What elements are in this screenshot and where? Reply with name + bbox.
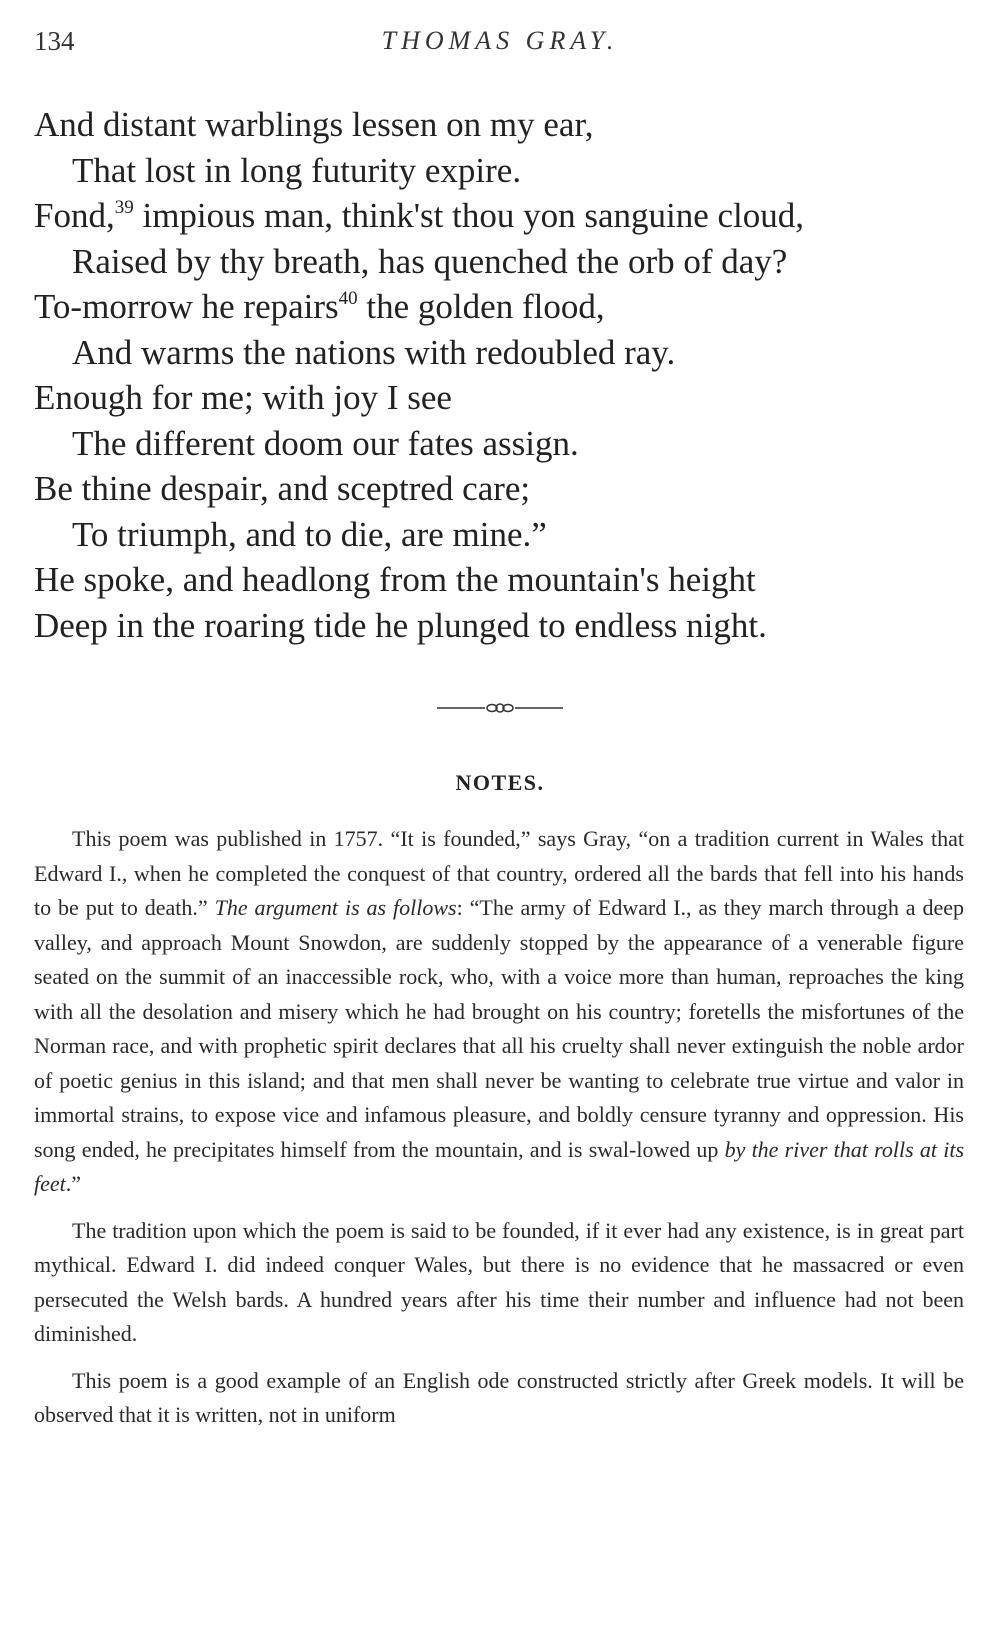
divider-flourish-icon [435, 700, 565, 716]
notes-heading: NOTES. [455, 770, 545, 795]
running-title: THOMAS GRAY. [381, 26, 619, 55]
poem-line: That lost in long futurity expire. [72, 150, 522, 190]
poem-line: Enough for me; with joy I see [34, 378, 452, 417]
running-head [34, 26, 966, 66]
poem-line: And warms the nations with redoubled ray. [72, 332, 676, 372]
poem-line: Be thine despair, and sceptred care; [34, 469, 531, 508]
poem-line: And distant warblings lessen on my ear, [34, 105, 594, 144]
poem-line: Deep in the roaring tide he plunged to endless night. [34, 605, 767, 645]
poem-stanza [34, 102, 974, 648]
section-divider-ornament [0, 700, 1000, 716]
notes-body [34, 822, 964, 1445]
poem-line: Raised by thy breath, has quenched the orb of day? [72, 241, 788, 281]
notes-paragraph: The tradition upon which the poem is said to be founded, if it ever had any existence, is in great part mythical. Edward I. did indeed conquer Wales, but there is no evidence that he massacred or even persecuted the Welsh bards. A hundred years after his time their number and influence had not been diminished. [34, 1217, 964, 1346]
poem-line: He spoke, and headlong from the mountain's height [34, 560, 756, 599]
notes-paragraph: This poem was published in 1757. “It is founded,” says Gray, “on a tradition current in Wales that Edward I., when he completed the conquest of that country, ordered all the bards that fell into his hands to be put to death.” The argument is as follows: “The army of Edward I., as they march through a deep valley, and approach Mount Snowdon, are suddenly stopped by the appearance of a venerable figure seated on the summit of an inaccessible rock, who, with a voice more than human, reproaches the king with all the desolation and misery which he had brought on his country; foretells the misfortunes of the Norman race, and with prophetic spirit declares that all his cruelty shall never extinguish the noble ardor of poetic genius in this island; and that men shall never be wanting to celebrate true virtue and valor in immortal strains, to expose vice and infamous pleasure, and boldly censure tyranny and oppression. His song ended, he precipitates himself from the mountain, and is swal-lowed up by the river that rolls at its feet.” [34, 826, 965, 1196]
poem-line: Fond,$^{39}$ impious man, think'st thou yon sanguine cloud, [34, 196, 805, 235]
notes-paragraph: This poem is a good example of an English ode constructed strictly after Greek models. It will be observed that it is written, not in uniform [34, 1367, 964, 1427]
footnote-ref: 39 [114, 197, 134, 218]
poem-line: The different doom our fates assign. [72, 423, 579, 463]
poem-line: To triumph, and to die, are mine.” [72, 514, 547, 554]
poem-line: To-morrow he repairs$^{40}$ the golden flood, [34, 287, 605, 326]
page-number: 134 [34, 26, 75, 56]
footnote-ref: 40 [338, 288, 358, 309]
